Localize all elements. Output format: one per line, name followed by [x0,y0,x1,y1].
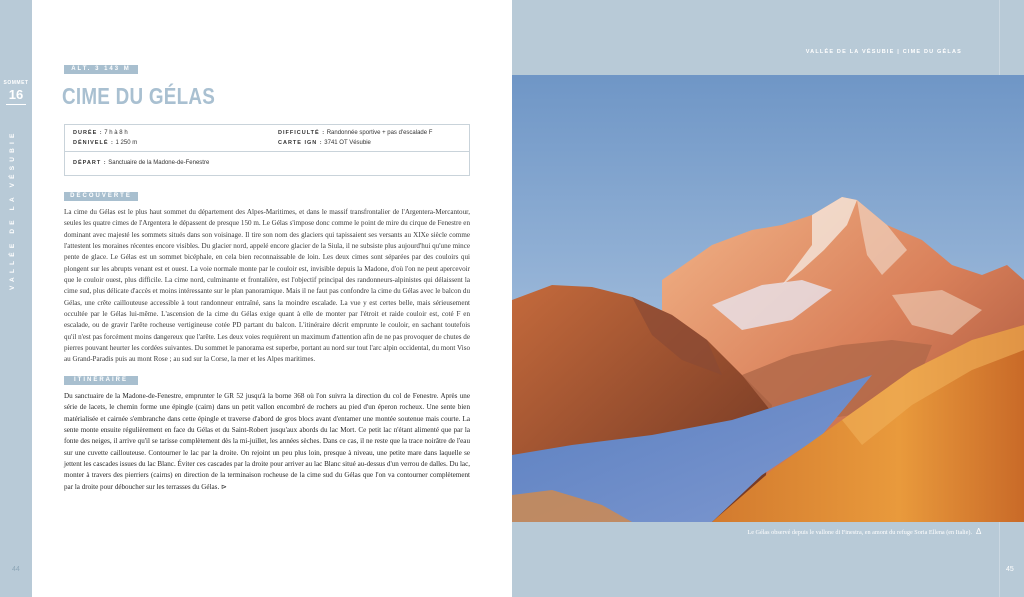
divider [6,104,26,105]
denivele-label: DÉNIVELÉ : [73,140,114,146]
carte-value: 3741 OT Vésubie [324,140,371,146]
difficulte-row [278,130,432,136]
right-page [512,0,1024,597]
duree-row [73,130,128,136]
itineraire-paragraph: Du sanctuaire de la Madone-de-Fenestre, emprunter le GR 52 jusqu'à la borne 368 où l'on suivra la direction du col de Fenestre. Après une série de lacets, le chemin forme une épingle (cairn) dans un petit vallon encombré de rochers au pied d'un éperon rocheux. Une sente bien matérialisée et cairnée s'embranche dans cette épingle et traverse d'abord de gros blocs avant d'entamer une montée soutenue mais courte. La sente monte ensuite régulièrement en face du Gélas et du Saint-Robert jusqu'aux abords du lac Mort. Ce petit lac n'étant alimenté que par la fonte des neiges, il arrive qu'il se tarisse complètement dès la mi-juillet, les années sèches. Dans ce cas, il ne reste que la trace noirâtre de l'eau sur une cuvette caillouteuse. Contourner le lac par la droite. On rejoint un peu plus loin, presque à niveau, une petite mare dans laquelle se jettent les cascades issues du lac Blanc. Éviter ces cascades par la droite pour arriver au lac Blanc situé au-dessus d'un verrou de dalles. Du lac, monter à travers des pierriers (cairns) en direction de la terminaison rocheuse de la cime sud du Gélas que l'on va contourner complètement par la droite pour déboucher sur les terrasses du Gélas. ⊳ [64,392,470,491]
vertical-region-title [9,129,23,297]
denivele-value: 1 250 m [115,140,138,146]
depart-row [73,160,209,166]
depart-value: Sanctuaire de la Madone-de-Fenestre [108,160,210,166]
side-strip [0,0,32,597]
page-title: CIME DU GÉLAS [62,83,216,109]
carte-label: CARTE IGN : [278,140,323,146]
sommet-number: 16 [8,87,24,102]
page-number-left: 44 [12,566,20,573]
info-divider [65,151,469,152]
running-head: VALLÉE DE LA VÉSUBIE | CIME DU GÉLAS [805,49,962,55]
altitude-badge: ALT. 3 143 M [64,65,138,74]
info-box [64,124,470,176]
decouverte-paragraph: La cime du Gélas est le plus haut sommet du département des Alpes-Maritimes, et dans le massif transfrontalier de l'Argentera-Mercantour, seules les quatre cimes de l'Argentera le dépassent de presque 150 m. Le Gélas s'impose donc comme le point de mire du cirque de Fenestre en dominant avec majesté les sommets situés dans son voisinage. Il tire son nom des glaciers qui tapissaient ses versants au XIXe siècle comme l'attestent les moraines récentes encore visibles. Du glacier nord, appelé encore glacier de la Siula, il ne subsiste plus aujourd'hui qu'une mince pente de glace. Le Gélas est un sommet bicéphale, en cela bien reconnaissable de loin. Les deux cimes sont séparées par des couloirs qui plongent sur les abrupts venant est et ouest. La voie normale monte par le couloir est, invisible depuis la Madone, d'où l'on ne peut apercevoir que le couloir ouest, plus difficile. La cime nord, culminante et frontalière, est l'objectif principal des randonneurs-alpinistes qui délaissent la cime sud, plus délicate d'accès et moins intéressante sur le plan panoramique. Mais il ne faut pas confondre la cime du Gélas avec le balcon du Gélas, une crête caillouteuse accessible à tout randonneur entraîné, sans la moindre escalade. La vue y est certes belle, mais sérieusement occultée par le Gélas lui-même. L'ascension de la cime du Gélas exige quant à elle de monter par l'étroit et raide couloir est, coté F en escalade, ou de gravir l'arête rocheuse vertigineuse cotée PD partant du balcon. L'itinéraire décrit emprunte le couloir, en sachant toutefois qu'il n'est pas forcément moins dangereux que l'arête. Les deux voies requièrent un maximum d'attention afin de ne pas provoquer de chutes de pierres pouvant heurter les cordées suivantes. Du sommet le panorama est superbe, portant au nord sur tout l'arc alpin occidental, du mont Viso au Grand-Paradis puis au mont Rose ; au sud sur la Corse, la mer et les Alpes maritimes. [64,208,470,364]
vertical-region-text: VALLÉE DE LA VÉSUBIE [9,129,16,290]
denivele-row [73,140,137,146]
depart-label: DÉPART : [73,160,107,166]
photo-caption: Le Gélas observé depuis le vallone di Finestra, en amont du refuge Soria Ellena (en Italie). [747,529,972,536]
triangle-icon: Δ [976,527,982,536]
itineraire-heading: ITINÉRAIRE [64,376,138,385]
mountain-photo [512,75,1024,522]
duree-label: DURÉE : [73,130,103,136]
difficulte-label: DIFFICULTÉ : [278,130,326,136]
decouverte-heading: DÉCOUVERTE [64,192,138,201]
duree-value: 7 h à 8 h [104,130,128,136]
difficulte-value: Randonnée sportive + pas d'escalade F [326,130,433,136]
carte-row [278,140,371,146]
page-number-right: 45 [1006,566,1014,573]
sommet-label: SOMMET [3,80,29,86]
